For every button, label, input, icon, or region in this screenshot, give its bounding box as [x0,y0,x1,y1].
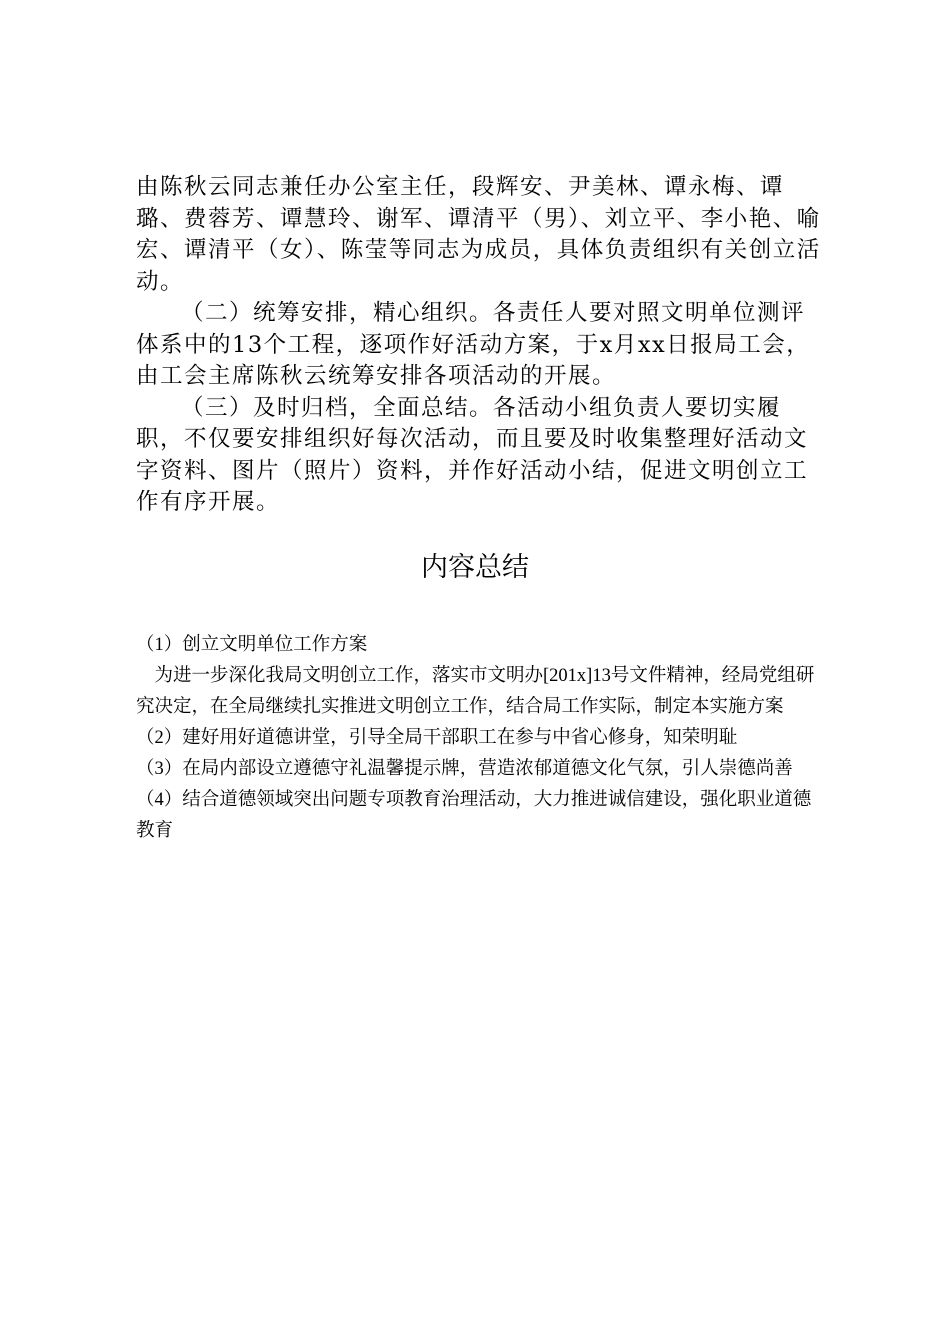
summary-item-4: （4）结合道德领域突出问题专项教育治理活动，大力推进诚信建设，强化职业道德教育 [136,790,812,841]
summary-item-3: （3）在局内部设立遵德守礼温馨提示牌，营造浓郁道德文化气氛，引人崇德尚善 [136,759,793,779]
summary-section [136,630,818,847]
summary-item-1-detail: 为进一步深化我局文明创立工作，落实市文明办[201x]13号文件精神，经局党组研究决定，在全局继续扎实推进文明创立工作，结合局工作实际，制定本实施方案 [136,666,815,717]
body-paragraph-2: （二）统筹安排，精心组织。各责任人要对照文明单位测评体系中的13个工程，逐项作好活动方案，于x月xx日报局工会，由工会主席陈秋云统筹安排各项活动的开展。 [136,300,811,389]
summary-item-2: （2）建好用好道德讲堂，引导全局干部职工在参与中省心修身，知荣明耻 [136,728,738,748]
body-paragraph-3: （三）及时归档，全面总结。各活动小组负责人要切实履职，不仅要安排组织好每次活动，而且要及时收集整理好活动文字资料、图片（照片）资料，并作好活动小结，促进文明创立工作有序开展。 [136,394,809,515]
summary-title: 内容总结 [421,552,529,583]
summary-item-1: （1）创立文明单位工作方案 [136,635,368,655]
document-body [136,172,826,519]
body-paragraph-1: 由陈秋云同志兼任办公室主任，段辉安、尹美林、谭永梅、谭璐、费蓉芳、谭慧玲、谢军、谭清平（男）、刘立平、李小艳、喻宏、谭清平（女）、陈莹等同志为成员，具体负责组织有关创立活动。 [136,174,821,295]
